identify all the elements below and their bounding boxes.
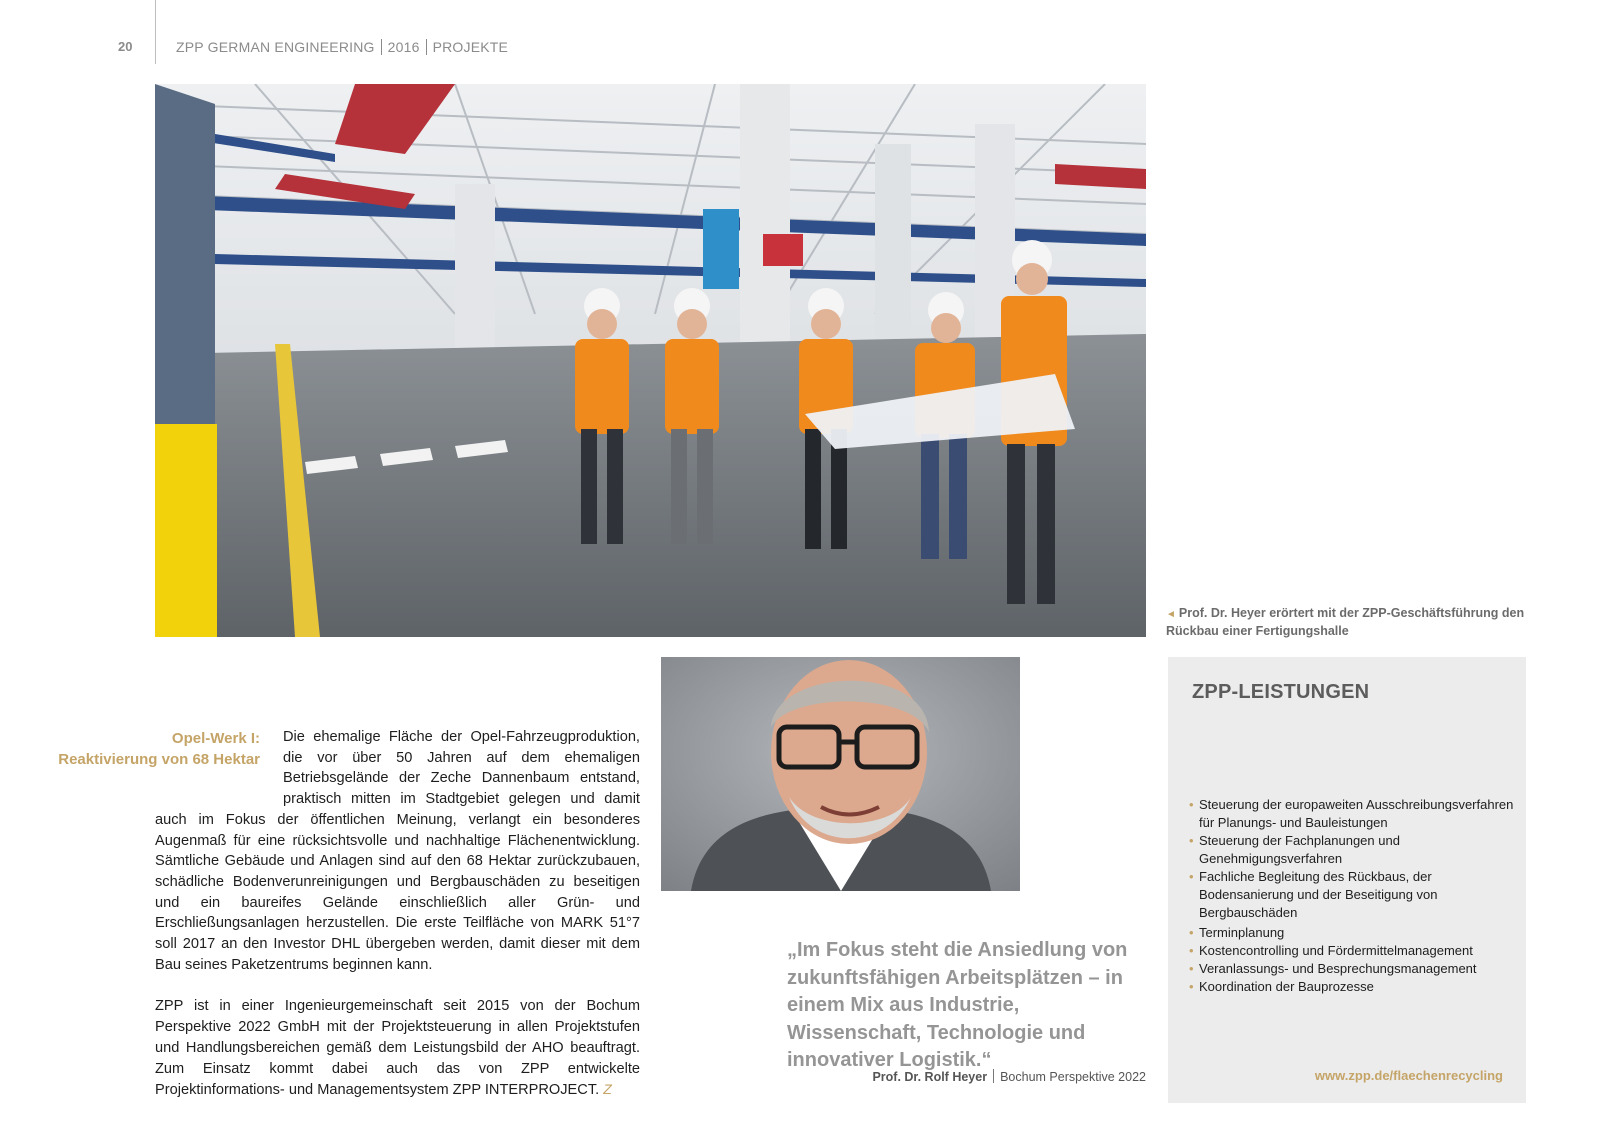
service-item: • Koordination der Bauprozesse bbox=[1189, 978, 1519, 996]
services-list bbox=[1189, 796, 1519, 922]
portrait-photo bbox=[661, 657, 1020, 891]
service-item: • Fachliche Begleitung des Rückbaus, der Bodensanierung und der Beseitigung von Bergbauschäden bbox=[1189, 868, 1519, 922]
services-link[interactable]: www.zpp.de/flaechenrecycling bbox=[1314, 1068, 1503, 1083]
service-item: • Steuerung der Fachplanungen und Genehmigungsverfahren bbox=[1189, 832, 1519, 868]
services-list bbox=[1189, 924, 1519, 996]
portrait-illustration bbox=[661, 657, 1020, 891]
service-item: • Terminplanung bbox=[1189, 924, 1519, 942]
header-section: PROJEKTE bbox=[432, 39, 509, 55]
article-body bbox=[155, 727, 640, 1101]
caption-arrow-icon: ◄ bbox=[1166, 609, 1176, 620]
article-paragraph-1: Die ehemalige Fläche der Opel-Fahrzeugproduktion, die vor über 50 Jahren auf dem ehemaligen Betriebsgelände der Zeche Dannenbaum entstand, praktisch mitten im Stadtgebiet gelegen und damit auch im Fokus der öffentlichen Meinung, verlangt ein besonderes Augenmaß für eine rücksichtsvolle und nachhaltige Flächenentwicklung. Sämtliche Gebäude und Anlagen sind auf den 68 Hektar zurückzubauen, schädliche Bodenverunreinigungen und Bergbauschäden zu beseitigen und ein baureifes Gelände einschließlich aller Grün- und Erschließungsanlagen herzustellen. Die erste Teilfläche von MARK 51°7 soll 2017 an den Investor DHL übergeben werden, damit dieser mit dem Bau seines Paketzentrums beginnen kann. bbox=[155, 729, 640, 973]
quote-attribution bbox=[700, 1069, 1146, 1084]
article-paragraph-2-text: ZPP ist in einer Ingenieurgemeinschaft seit 2015 von der Bochum Perspektive 2022 GmbH mit der Projektsteuerung in allen Projektstufen und Handlungsbereichen gemäß dem Leistungsbild der AHO beauftragt. Zum Einsatz kommt dabei auch das von ZPP entwickelte Projektinformations- und Managementsystem ZPP INTERPROJECT. bbox=[155, 998, 640, 1099]
factory-hall-illustration bbox=[155, 84, 1146, 637]
services-title: ZPP-LEISTUNGEN bbox=[1192, 681, 1370, 703]
header-separator bbox=[426, 39, 427, 55]
pull-quote: „Im Fokus steht die Ansiedlung von zukunftsfähigen Arbeitsplätzen – in einem Mix aus Industrie, Wissenschaft, Technologie und innovativer Logistik.“ bbox=[787, 939, 1128, 1071]
running-header bbox=[176, 39, 508, 55]
service-item: • Kostencontrolling und Fördermittelmanagement bbox=[1189, 942, 1519, 960]
factory-hall-photo bbox=[155, 84, 1146, 637]
photo-caption bbox=[1166, 605, 1526, 640]
header-separator bbox=[381, 39, 382, 55]
header-divider bbox=[155, 0, 156, 64]
header-publication: ZPP GERMAN ENGINEERING bbox=[176, 39, 375, 55]
service-item: • Steuerung der europaweiten Ausschreibungsverfahren für Planungs- und Bauleistungen bbox=[1189, 796, 1519, 832]
article-heading-line1: Opel-Werk I: bbox=[171, 730, 260, 747]
page-number: 20 bbox=[118, 39, 133, 54]
end-mark-icon: Z bbox=[603, 1081, 612, 1098]
quote-author: Prof. Dr. Rolf Heyer bbox=[872, 1070, 988, 1084]
attribution-separator bbox=[993, 1069, 994, 1083]
header-year: 2016 bbox=[387, 39, 420, 55]
photo-caption-text: Prof. Dr. Heyer erörtert mit der ZPP-Geschäftsführung den Rückbau einer Fertigungshalle bbox=[1166, 606, 1525, 638]
article-paragraph-2 bbox=[155, 996, 640, 1101]
service-item: • Veranlassungs- und Besprechungsmanagement bbox=[1189, 960, 1519, 978]
heading-space bbox=[155, 727, 283, 807]
article-heading-line2: Reaktivierung von 68 Hektar bbox=[58, 751, 260, 768]
quote-organization: Bochum Perspektive 2022 bbox=[1000, 1070, 1146, 1084]
